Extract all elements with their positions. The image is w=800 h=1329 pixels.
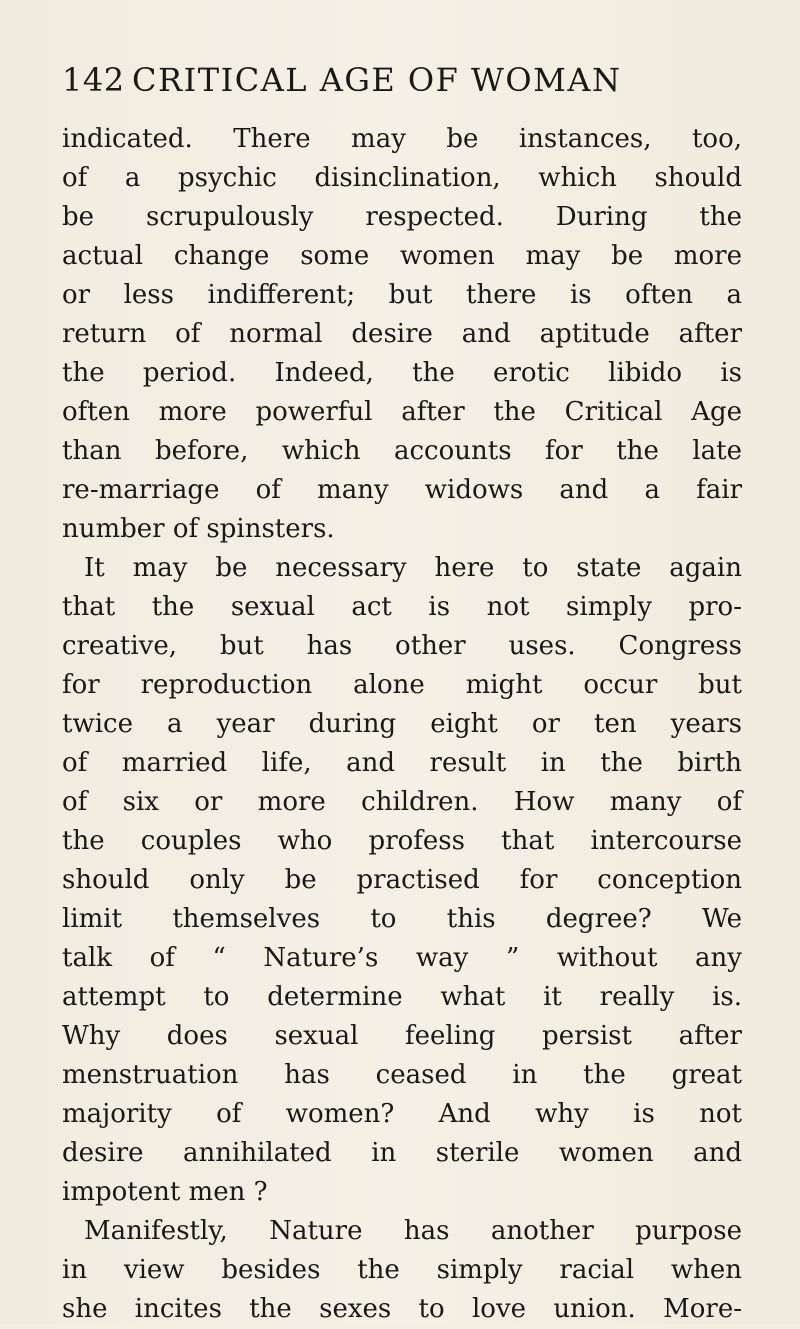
body-text xyxy=(62,120,742,1329)
text-line: often more powerful after the Critical Age xyxy=(62,397,742,427)
text-line: the couples who profess that intercourse xyxy=(62,826,742,856)
text-line: for reproduction alone might occur but xyxy=(62,670,742,700)
text-line: of six or more children. How many of xyxy=(62,787,742,817)
text-line: menstruation has ceased in the great xyxy=(62,1060,742,1090)
text-line: impotent men ? xyxy=(62,1177,268,1207)
text-line: desire annihilated in sterile women and xyxy=(62,1138,742,1168)
text-line: indicated. There may be instances, too, xyxy=(62,124,742,154)
text-line: than before, which accounts for the late xyxy=(62,436,742,466)
text-line: or less indifferent; but there is often a xyxy=(62,280,742,310)
text-line: twice a year during eight or ten years xyxy=(62,709,742,739)
text-line: of a psychic disinclination, which should xyxy=(62,163,742,193)
text-line: limit themselves to this degree? We xyxy=(62,904,742,934)
text-line: she incites the sexes to love union. More- xyxy=(62,1294,742,1324)
text-line: that the sexual act is not simply pro- xyxy=(62,592,742,622)
running-head: CRITICAL AGE OF WOMAN xyxy=(132,61,622,99)
text-line: be scrupulously respected. During the xyxy=(62,202,742,232)
text-line: number of spinsters. xyxy=(62,514,335,544)
text-line: return of normal desire and aptitude after xyxy=(62,319,742,349)
text-line: actual change some women may be more xyxy=(62,241,742,271)
text-line: Manifestly, Nature has another purpose xyxy=(84,1216,742,1246)
text-line: creative, but has other uses. Congress xyxy=(62,631,742,661)
text-line: Why does sexual feeling persist after xyxy=(62,1021,742,1051)
text-line: talk of “ Nature’s way ” without any xyxy=(62,943,742,973)
text-line: attempt to determine what it really is. xyxy=(62,982,742,1012)
text-line: majority of women? And why is not xyxy=(62,1099,742,1129)
text-line: It may be necessary here to state again xyxy=(84,553,742,583)
text-line: should only be practised for conception xyxy=(62,865,742,895)
text-line: re-marriage of many widows and a fair xyxy=(62,475,742,505)
text-line: of married life, and result in the birth xyxy=(62,748,742,778)
text-line: the period. Indeed, the erotic libido is xyxy=(62,358,742,388)
page-header xyxy=(62,58,742,102)
text-line: in view besides the simply racial when xyxy=(62,1255,742,1285)
page-number: 142 xyxy=(62,61,125,99)
